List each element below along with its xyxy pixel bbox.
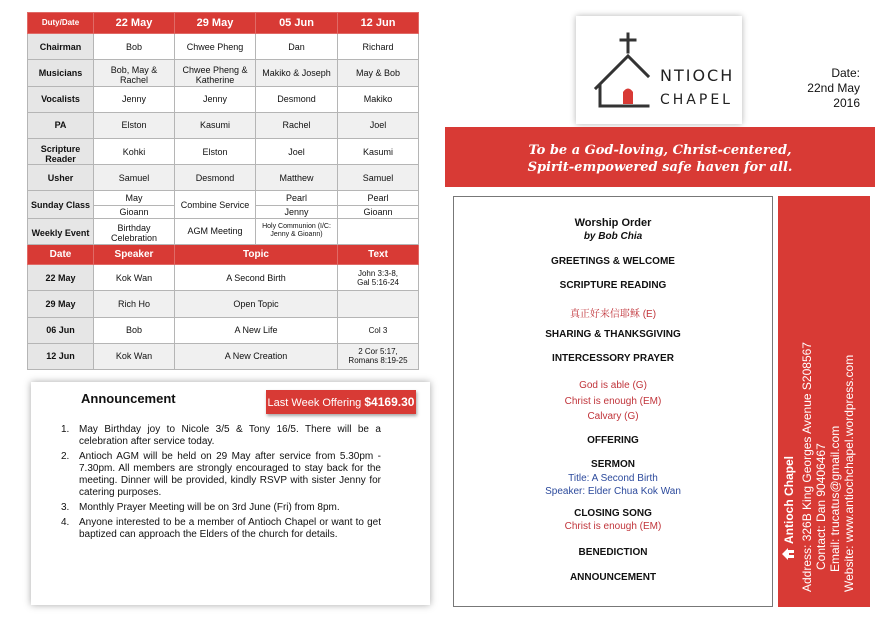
roster-cell: AGM Meeting (175, 218, 256, 244)
sermon-text-line: Gal 5:16-24 (357, 277, 399, 287)
roster-cell: Rachel (256, 112, 338, 138)
roster-cell: Samuel (338, 165, 419, 191)
role-label: Musicians (28, 60, 94, 86)
sermon-text-line: Romans 8:19-25 (348, 356, 408, 366)
roster-cell-split (338, 191, 419, 218)
roster-cell: Bob, May & Rachel (94, 60, 175, 86)
sermon-speaker: Kok Wan (94, 265, 175, 291)
roster-cell: Jenny (94, 86, 175, 112)
date-label: Date: (831, 66, 860, 80)
logo-word-antioch: NTIOCH (660, 66, 735, 85)
sermon-speaker: Bob (94, 317, 175, 343)
order-item: OFFERING (587, 435, 639, 446)
roster-cell: Elston (94, 112, 175, 138)
order-item: BENEDICTION (578, 547, 648, 558)
roster-cell: Chwee Pheng (175, 34, 256, 60)
sermon-date: 06 Jun (28, 317, 94, 343)
offering-amount: $4169.30 (364, 395, 415, 409)
roster-cell: Samuel (94, 165, 175, 191)
roster-cell: May (125, 192, 143, 203)
roster-cell: Bob (94, 34, 175, 60)
sermon-text (338, 265, 419, 291)
worship-order-title: Worship Order (574, 217, 652, 229)
roster-cell: Pearl (367, 192, 389, 203)
table-row (28, 112, 419, 138)
sermon-text (338, 317, 419, 343)
sermon-topic: Open Topic (175, 291, 338, 317)
mission-tagline (445, 142, 875, 176)
offering-badge (266, 390, 416, 414)
roster-cell: Kasumi (338, 139, 419, 165)
table-row (28, 60, 419, 86)
sermon-header-topic: Topic (175, 244, 338, 264)
roster-cell: Joel (338, 112, 419, 138)
order-item: INTERCESSORY PRAYER (552, 353, 674, 364)
sermon-topic: A New Creation (175, 343, 338, 369)
roster-cell: Jenny (256, 205, 337, 218)
roster-header-date: 29 May (175, 13, 256, 34)
date-year: 2016 (833, 96, 860, 110)
table-row (28, 34, 419, 60)
roster-header-date: 12 Jun (338, 13, 419, 34)
roster-cell: Makiko & Joseph (256, 60, 338, 86)
sermon-text-line: John 3:3-8, (357, 268, 399, 278)
sermon-topic: A New Life (175, 317, 338, 343)
sermon-date: 12 Jun (28, 343, 94, 369)
roster-cell: Birthday Celebration (94, 218, 175, 244)
table-row (28, 139, 419, 165)
sermon-text (338, 343, 419, 369)
role-label: Chairman (28, 34, 94, 60)
roster-cell: Makiko (338, 86, 419, 112)
song-title: Christ is enough (EM) (564, 396, 662, 407)
announcement-text: Antioch AGM will be held on 29 May after service from 5.30pm - 7.30pm. All members are strongly encouraged to stay back for the meeting. Dinner will be provided, kindly RSVP with sister Jenny for catering purposes. (79, 451, 381, 498)
duty-roster-table (27, 12, 419, 370)
sermon-text-line: Col 3 (368, 325, 388, 335)
roster-cell: Elston (175, 139, 256, 165)
roster-cell: Pearl (285, 192, 307, 203)
role-label: Scripture Reader (28, 139, 94, 165)
logo-word-chapel: CHAPEL (660, 92, 733, 108)
announcement-text: Anyone interested to be a member of Antioch Chapel or want to get baptized can approach the Elders of the church for details. (79, 517, 381, 540)
bulletin-date (807, 66, 860, 111)
role-label: PA (28, 112, 94, 138)
roster-cell (338, 218, 419, 244)
offering-label: Last Week Offering (267, 397, 362, 409)
sermon-topic: A Second Birth (175, 265, 338, 291)
song-title: Calvary (G) (587, 411, 639, 422)
mission-banner (445, 127, 875, 187)
sermon-header-row (28, 244, 419, 264)
worship-leader: by Bob Chia (583, 231, 643, 242)
contact-email: Email: trucatus@gmail.com (828, 425, 842, 572)
sermon-date: 22 May (28, 265, 94, 291)
roster-cell: Desmond (256, 86, 338, 112)
order-item: CLOSING SONG (574, 508, 652, 519)
sermon-header-speaker: Speaker (94, 244, 175, 264)
contact-church-name: Antioch Chapel (782, 455, 796, 544)
table-row (28, 165, 419, 191)
roster-cell: Gioann (94, 205, 174, 218)
sermon-title: Title: A Second Birth (568, 473, 658, 484)
song-title: Christ is enough (EM) (564, 521, 662, 532)
sermon-speaker: Rich Ho (94, 291, 175, 317)
sermon-header-date: Date (28, 244, 94, 264)
roster-cell: May & Bob (338, 60, 419, 86)
announcement-panel (31, 382, 430, 605)
roster-cell: Gioann (338, 205, 418, 218)
table-row (28, 317, 419, 343)
roster-cell: Desmond (175, 165, 256, 191)
sermon-text-line: 2 Cor 5:17, (358, 347, 398, 357)
role-label: Vocalists (28, 86, 94, 112)
roster-cell: Matthew (256, 165, 338, 191)
order-item: ANNOUNCEMENT (569, 572, 657, 583)
contact-website: Website: www.antiochchapel.wordpress.com (842, 354, 856, 592)
list-item: 4. Anyone interested to be a member of Antioch Chapel or want to get baptized can approach the Elders of the church for details. (61, 517, 381, 540)
announcement-text: Monthly Prayer Meeting will be on 3rd June (Fri) from 8pm. (79, 502, 340, 513)
tagline-line: To be a God-loving, Christ-centered, (528, 143, 792, 158)
contact-address: Address: 326B King Georges Avenue S208567 (800, 342, 814, 592)
table-row (28, 291, 419, 317)
roster-cell-split (256, 191, 338, 218)
date-value: 22nd May (807, 81, 860, 95)
sermon-speaker: Kok Wan (94, 343, 175, 369)
song-title: God is able (G) (579, 380, 647, 391)
sermon-date: 29 May (28, 291, 94, 317)
roster-header-date: 22 May (94, 13, 175, 34)
sermon-text (338, 291, 419, 317)
tagline-line: Spirit-empowered safe haven for all. (527, 160, 793, 175)
contact-church (782, 456, 796, 560)
list-item: 1. May Birthday joy to Nicole 3/5 & Tony 16/5. There will be a celebration after service today. (61, 424, 381, 447)
table-row (28, 191, 419, 218)
roster-cell: Chwee Pheng & Katherine (175, 60, 256, 86)
role-label: Sunday Class (28, 191, 94, 218)
sermon-speaker: Speaker: Elder Chua Kok Wan (545, 486, 681, 497)
list-item: 2. Antioch AGM will be held on 29 May after service from 5.30pm - 7.30pm. All members are strongly encouraged to stay back for the meeting. Dinner will be provided, kindly RSVP with sister Jenny for catering purposes. (61, 451, 381, 498)
roster-cell: Dan (256, 34, 338, 60)
sermon-header-text: Text (338, 244, 419, 264)
order-item: SHARING & THANKSGIVING (545, 329, 681, 340)
roster-cell: Jenny (175, 86, 256, 112)
worship-order-panel (453, 196, 773, 607)
roster-cell: Kohki (94, 139, 175, 165)
roster-cell-split (94, 191, 175, 218)
table-row (28, 218, 419, 244)
announcement-list (61, 424, 381, 544)
roster-cell: Richard (338, 34, 419, 60)
roster-cell: Joel (256, 139, 338, 165)
contact-person: Contact: Dan 90406467 (814, 443, 828, 570)
contact-details (780, 202, 868, 602)
table-row (28, 265, 419, 291)
contact-strip (778, 196, 870, 607)
chapel-house-icon (782, 548, 794, 560)
list-item: 3. Monthly Prayer Meeting will be on 3rd June (Fri) from 8pm. (61, 502, 340, 513)
order-item: SCRIPTURE READING (559, 280, 667, 291)
roster-cell: Kasumi (175, 112, 256, 138)
table-row (28, 86, 419, 112)
roster-header-date: 05 Jun (256, 13, 338, 34)
order-item: SERMON (591, 459, 635, 470)
church-logo (576, 16, 742, 124)
song-title: 真正好来信耶稣 (E) (569, 309, 657, 320)
chapel-house-icon (590, 28, 670, 118)
table-row (28, 343, 419, 369)
announcement-title: Announcement (81, 391, 176, 406)
roster-header-duty: Duty/Date (28, 13, 94, 34)
roster-cell: Combine Service (175, 191, 256, 218)
announcement-text: May Birthday joy to Nicole 3/5 & Tony 16/5. There will be a celebration after service today. (79, 424, 381, 447)
role-label: Usher (28, 165, 94, 191)
order-item: GREETINGS & WELCOME (551, 256, 675, 267)
role-label: Weekly Event (28, 218, 94, 244)
roster-header-row (28, 13, 419, 34)
roster-cell: Holy Communion (I/C: Jenny & Gioann) (256, 218, 338, 244)
